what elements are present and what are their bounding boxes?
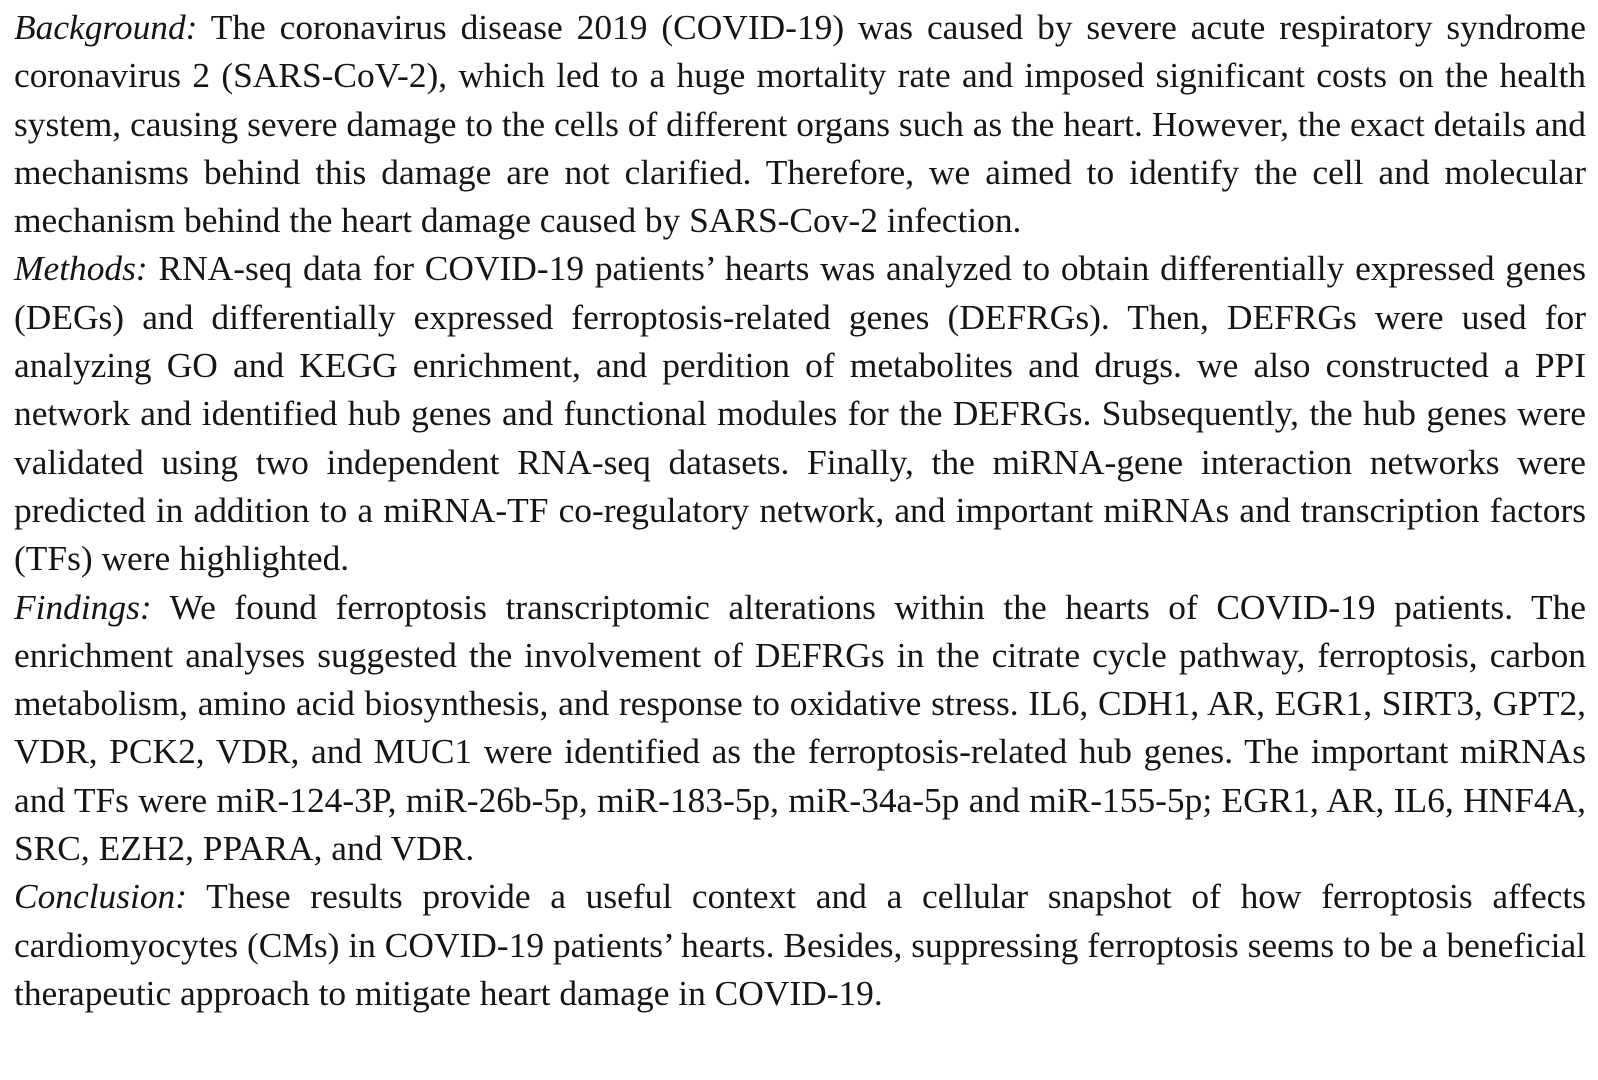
abstract-findings [14, 583, 1586, 873]
section-label-background: Background: [14, 7, 198, 47]
section-label-conclusion: Conclusion: [14, 876, 188, 917]
abstract-conclusion [14, 872, 1586, 1017]
abstract [14, 3, 1586, 1017]
section-text-conclusion: These results provide a useful context and a cellular snapshot of how ferroptosis affects cardiomyocytes (CMs) in COVID-19 patients’ hearts. Besides, suppressing ferroptosis seems to be a beneficial therapeutic approach to mitigate heart damage in COVID-19. [14, 876, 1586, 1013]
abstract-methods [14, 244, 1586, 582]
section-text-methods: RNA-seq data for COVID-19 patients’ hearts was analyzed to obtain differentially expressed genes (DEGs) and differentially expressed ferroptosis-related genes (DEFRGs). Then, DEFRGs were used for analyzing GO and KEGG enrichment, and perdition of metabolites and drugs. we also constructed a PPI network and identified hub genes and functional modules for the DEFRGs. Subsequently, the hub genes were validated using two independent RNA-seq datasets. Finally, the miRNA-gene interaction networks were predicted in addition to a miRNA-TF co-regulatory network, and important miRNAs and transcription factors (TFs) were highlighted. [14, 248, 1586, 579]
section-label-methods: Methods: [14, 248, 148, 289]
section-text-findings: We found ferroptosis transcriptomic alterations within the hearts of COVID-19 patients. The enrichment analyses suggested the involvement of DEFRGs in the citrate cycle pathway, ferroptosis, carbon metabolism, amino acid biosynthesis, and response to oxidative stress. IL6, CDH1, AR, EGR1, SIRT3, GPT2, VDR, PCK2, VDR, and MUC1 were identified as the ferroptosis-related hub genes. The important miRNAs and TFs were miR-124-3P, miR-26b-5p, miR-183-5p, miR-34a-5p and miR-155-5p; EGR1, AR, IL6, HNF4A, SRC, EZH2, PPARA, and VDR. [14, 586, 1586, 869]
section-text-background: The coronavirus disease 2019 (COVID-19) was caused by severe acute respiratory syndrome coronavirus 2 (SARS-CoV-2), which led to a huge mortality rate and imposed significant costs on the health system, causing severe damage to the cells of different organs such as the heart. However, the exact details and mechanisms behind this damage are not clarified. Therefore, we aimed to identify the cell and molecular mechanism behind the heart damage caused by SARS-Cov-2 infection. [14, 7, 1586, 241]
abstract-background [14, 3, 1586, 244]
section-label-findings: Findings: [14, 586, 152, 627]
